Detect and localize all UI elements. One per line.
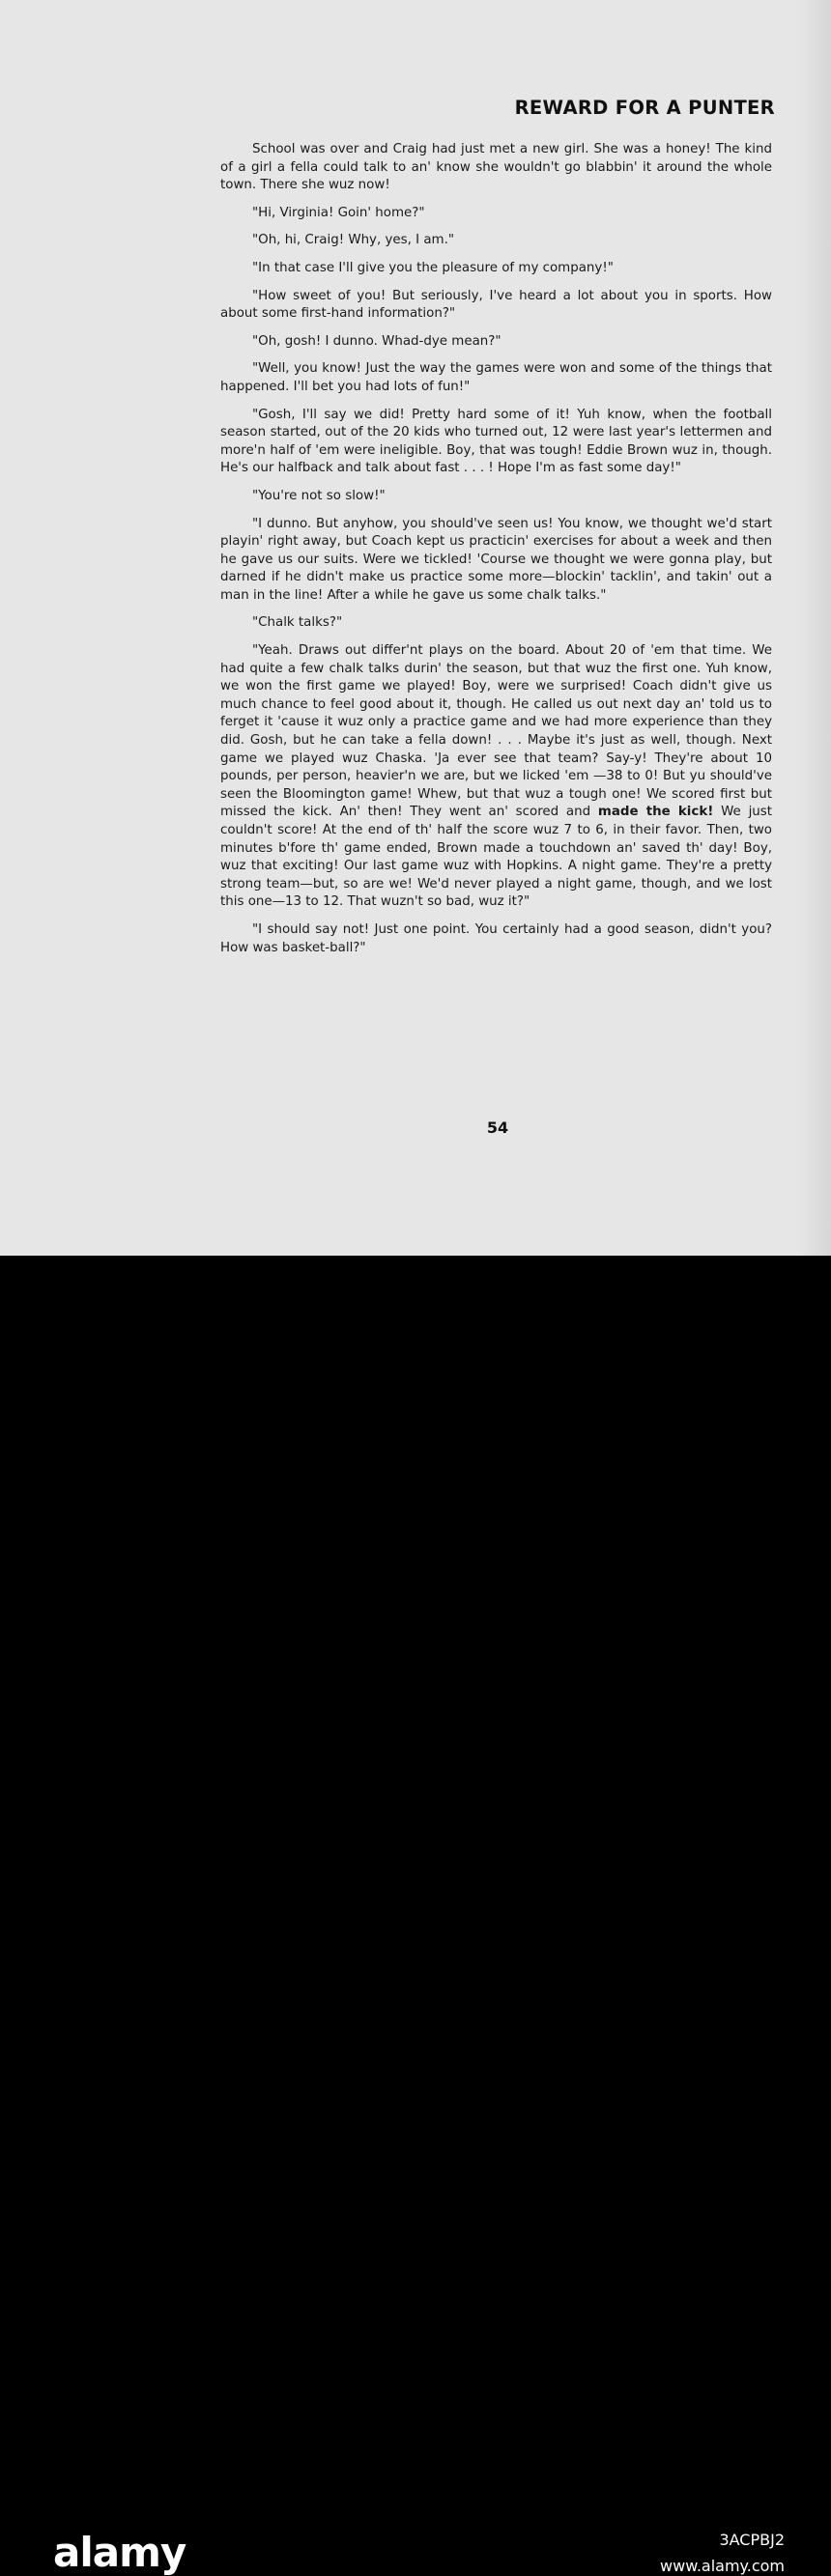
paragraph-text: We just couldn't score! At the end of th' half the score wuz 7 to 6, in their favor. Then, two minutes b'fore th' game ended, Brown made a touchdown an' saved th' day! Boy, wuz that exciting! Our last game wuz with Hopkins. A night game. They're a pretty strong team—but, so are we! We'd never played a night game, though, and we lost this one—13 to 12. That wuzn't so bad, wuz it?" bbox=[220, 805, 772, 910]
image-id: 3ACPBJ2 bbox=[719, 2531, 785, 2549]
paragraph: "I should say not! Just one point. You certainly had a good season, didn't you? How was basket-ball?" bbox=[220, 921, 772, 955]
paragraph: "Oh, gosh! I dunno. Whad-dye mean?" bbox=[252, 333, 501, 349]
paragraph: School was over and Craig had just met a new girl. She was a honey! The kind of a girl a fella could talk to an' know she wouldn't go blabbin' it around the whole town. There she wuz now! bbox=[220, 142, 772, 193]
page-number: 54 bbox=[486, 1118, 509, 1137]
book-page bbox=[0, 0, 831, 1256]
paragraph: "Gosh, I'll say we did! Pretty hard some of it! Yuh know, when the football season started, out of the 20 kids who turned out, 12 were last year's lettermen and more'n half of 'em were ineligible. Boy, that was tough! Eddie Brown wuz in, though. He's our halfback and talk about fast . . . ! Hope I'm as fast some day!" bbox=[220, 407, 772, 476]
site-url: www.alamy.com bbox=[660, 2557, 785, 2575]
paragraph: "Well, you know! Just the way the games were won and some of the things that happened. I'll bet you had lots of fun!" bbox=[220, 361, 772, 394]
paragraph: "Chalk talks?" bbox=[252, 615, 343, 631]
bold-phrase: made the kick! bbox=[597, 805, 714, 820]
chapter-heading: REWARD FOR A PUNTER bbox=[514, 97, 775, 119]
paragraph: "Oh, hi, Craig! Why, yes, I am." bbox=[252, 233, 455, 248]
paragraph: "I dunno. But anyhow, you should've seen us! You know, we thought we'd start playin' right away, but Coach kept us practicin' exercises for about a week and then he gave us our suits. Were we tickled! 'Course we thought we were gonna play, but darned if he didn't make us practice some more—blockin' tacklin', and takin' out a man in the line! After a while he gave us some chalk talks." bbox=[220, 516, 772, 603]
alamy-logo: alamy bbox=[53, 2529, 186, 2576]
page-edge-shadow bbox=[798, 0, 831, 1256]
paragraph-text: "Yeah. Draws out differ'nt plays on the board. About 20 of 'em that time. We had quite a few chalk talks durin' the season, but that wuz the first one. Yuh know, we won the first game we played! Boy, were we surprised! Coach didn't give us much chance to feel good about it, though. He called us out next day an' told us to ferget it 'cause it wuz only a practice game and we had more experience than they did. Gosh, but he can take a fella down! . . . Maybe it's just as well, though. Next game we played wuz Chaska. 'Ja ever see that team? Say-y! They're about 10 pounds, per person, heavier'n we are, but we licked 'em —38 to 0! But yu should've seen the Bloomington game! Whew, but that wuz a tough one! We scored first but missed the kick. An' then! They went an' scored and bbox=[220, 643, 772, 820]
paragraph: "In that case I'll give you the pleasure of my company!" bbox=[252, 260, 614, 275]
stock-footer-bar bbox=[0, 1256, 831, 2576]
paragraph: "How sweet of you! But seriously, I've heard a lot about you in sports. How about some first-hand information?" bbox=[220, 288, 772, 322]
paragraph-long bbox=[220, 642, 772, 912]
paragraph: "Hi, Virginia! Goin' home?" bbox=[252, 205, 425, 220]
paragraph: "You're not so slow!" bbox=[252, 488, 386, 503]
story-text bbox=[220, 141, 772, 967]
